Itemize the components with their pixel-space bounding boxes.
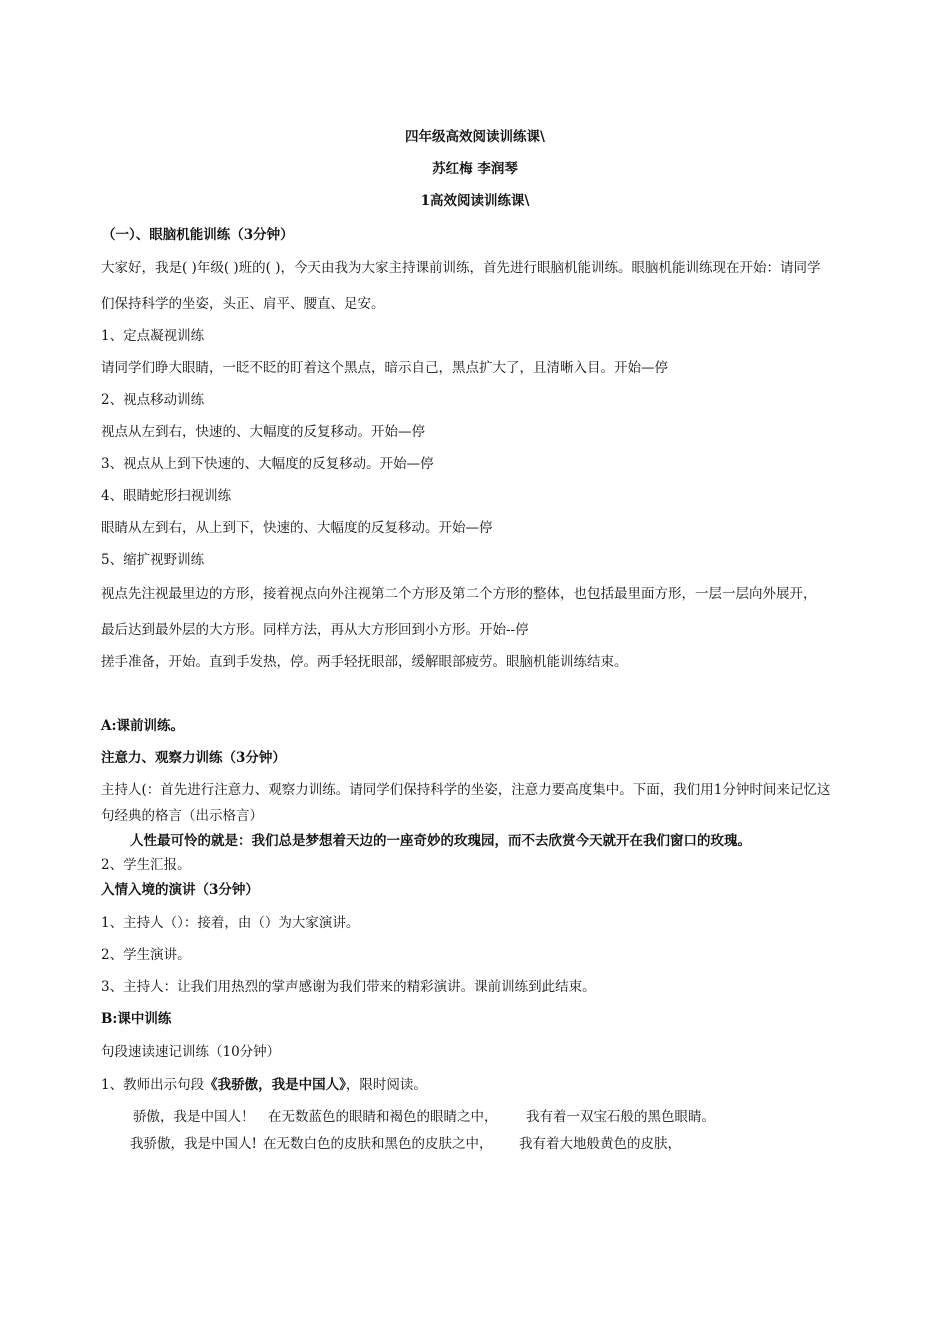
authors: 苏红梅 李润琴 — [432, 161, 518, 177]
item3-text: 3、视点从上到下快速的、大幅度的反复移动。开始—停 — [101, 456, 434, 472]
sectionB-heading: B:课中训练 — [101, 1011, 172, 1027]
section1-intro-line2: 们保持科学的坐姿，头正、肩平、腰直、足安。 — [101, 296, 385, 312]
poem-line1-part1: 骄傲，我是中国人！ — [133, 1109, 255, 1125]
item4-title: 4、眼睛蛇形扫视训练 — [101, 488, 232, 504]
item1-title: 1、定点凝视训练 — [101, 328, 205, 344]
speed-reading-heading: 句段速读速记训练（10分钟） — [101, 1044, 281, 1060]
quote: 人性最可怜的就是：我们总是梦想着天边的一座奇妙的玫瑰园，而不去欣赏今天就开在我们窗口的玫瑰。 — [130, 833, 751, 849]
section1-closing: 搓手准备，开始。直到手发热，停。两手轻抚眼部，缓解眼部疲劳。眼脑机能训练结束。 — [101, 654, 628, 670]
document-title: 四年级高效阅读训练课\ — [405, 129, 545, 145]
poem-line1-part3: 我有着一双宝石般的黑色眼睛。 — [526, 1109, 715, 1125]
item5-text-line2: 最后达到最外层的大方形。同样方法，再从大方形回到小方形。开始--停 — [101, 622, 529, 638]
speech-item1: 1、主持人（）：接着，由（）为大家演讲。 — [101, 915, 360, 931]
speed-reading-item1-prefix: 1、教师出示句段 — [101, 1077, 205, 1093]
item2-title: 2、视点移动训练 — [101, 392, 205, 408]
student-report: 2、学生汇报。 — [101, 857, 191, 873]
speed-reading-item1-suffix: ，限时阅读。 — [345, 1077, 427, 1093]
document-subtitle: 1高效阅读训练课\ — [420, 193, 530, 209]
attention-training-heading: 注意力、观察力训练（3分钟） — [101, 750, 286, 766]
item4-text: 眼睛从左到右，从上到下，快速的、大幅度的反复移动。开始—停 — [101, 520, 493, 536]
item5-title: 5、缩扩视野训练 — [101, 552, 205, 568]
attention-training-text-line2: 句经典的格言（出示格言） — [101, 808, 263, 824]
section1-intro-line1: 大家好，我是( )年级( )班的( )，今天由我为大家主持课前训练，首先进行眼脑机能训练。眼脑机能训练现在开始：请同学 — [101, 260, 821, 276]
speech-item3: 3、主持人：让我们用热烈的掌声感谢为我们带来的精彩演讲。课前训练到此结束。 — [101, 979, 596, 995]
speech-item2: 2、学生演讲。 — [101, 947, 191, 963]
section1-heading: （一）、眼脑机能训练（3分钟） — [102, 227, 294, 243]
speed-reading-item1-title: 《我骄傲，我是中国人》 — [204, 1077, 346, 1093]
poem-line2-part2: 在无数白色的皮肤和黑色的皮肤之中， — [263, 1136, 493, 1152]
speed-reading-item1 — [101, 1075, 427, 1095]
item1-text: 请同学们睁大眼睛，一眨不眨的盯着这个黑点，暗示自己，黑点扩大了，且清晰入目。开始—停 — [101, 360, 668, 376]
attention-training-text-line1: 主持人(：首先进行注意力、观察力训练。请同学们保持科学的坐姿，注意力要高度集中。下面，我们用1分钟时间来记忆这 — [101, 782, 831, 798]
item2-text: 视点从左到右，快速的、大幅度的反复移动。开始—停 — [101, 424, 425, 440]
item5-text-line1: 视点先注视最里边的方形，接着视点向外注视第二个方形及第二个方形的整体，也包括最里面方形，一层一层向外展开， — [101, 586, 817, 602]
sectionA-heading: A:课前训练。 — [101, 718, 184, 734]
poem-line2-part3: 我有着大地般黄色的皮肤， — [519, 1136, 681, 1152]
speech-heading: 入情入境的演讲（3分钟） — [101, 882, 259, 898]
poem-line1-part2: 在无数蓝色的眼睛和褐色的眼睛之中， — [268, 1109, 498, 1125]
poem-line2-part1: 我骄傲，我是中国人! — [130, 1136, 257, 1152]
